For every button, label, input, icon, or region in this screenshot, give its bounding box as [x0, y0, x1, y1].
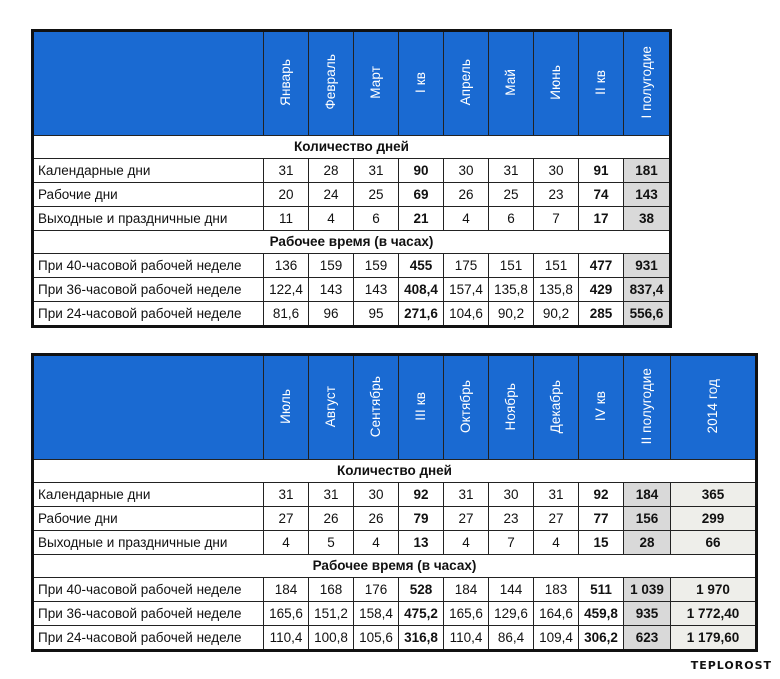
table-cell: 31	[264, 483, 309, 507]
table-cell: 477	[579, 254, 624, 278]
table-cell: 4	[444, 531, 489, 555]
table-cell: 30	[534, 159, 579, 183]
table-cell: 1 970	[671, 578, 757, 602]
table-cell: 168	[309, 578, 354, 602]
table-cell: 77	[579, 507, 624, 531]
table-cell: 475,2	[399, 602, 444, 626]
column-header	[399, 355, 444, 460]
table-cell: 935	[624, 602, 671, 626]
table-cell: 316,8	[399, 626, 444, 651]
table-cell: 27	[264, 507, 309, 531]
column-header	[624, 355, 671, 460]
table-cell: 21	[399, 207, 444, 231]
table-cell: 459,8	[579, 602, 624, 626]
table-cell: 299	[671, 507, 757, 531]
table-cell: 86,4	[489, 626, 534, 651]
table-cell: 15	[579, 531, 624, 555]
table-cell: 26	[354, 507, 399, 531]
column-header	[309, 31, 354, 136]
table-cell: 158,4	[354, 602, 399, 626]
table-cell: 95	[354, 302, 399, 327]
table-cell: 23	[534, 183, 579, 207]
row-label: Календарные дни	[33, 159, 264, 183]
table-cell: 31	[354, 159, 399, 183]
table-cell: 20	[264, 183, 309, 207]
table-cell: 306,2	[579, 626, 624, 651]
table-row	[33, 254, 671, 278]
column-header-label: I полугодие	[638, 45, 654, 119]
column-header-label: Март	[368, 65, 384, 99]
table-cell: 92	[399, 483, 444, 507]
table-cell: 74	[579, 183, 624, 207]
table-cell: 69	[399, 183, 444, 207]
table-cell: 31	[534, 483, 579, 507]
column-header-label: Февраль	[323, 54, 339, 111]
table-cell: 31	[489, 159, 534, 183]
column-header-label: Июль	[278, 388, 294, 424]
table-cell: 23	[489, 507, 534, 531]
table-cell: 429	[579, 278, 624, 302]
column-header	[671, 355, 757, 460]
table-cell: 7	[534, 207, 579, 231]
column-header-label: Январь	[278, 58, 294, 106]
column-header-label: Май	[503, 68, 519, 96]
table-cell: 1 179,60	[671, 626, 757, 651]
column-header-label: Апрель	[458, 59, 474, 106]
table-cell: 144	[489, 578, 534, 602]
table-cell: 81,6	[264, 302, 309, 327]
table-cell: 528	[399, 578, 444, 602]
table-row	[33, 207, 671, 231]
table-cell: 30	[489, 483, 534, 507]
table-row	[33, 531, 757, 555]
table-cell: 143	[354, 278, 399, 302]
row-label: При 40-часовой рабочей неделе	[33, 578, 264, 602]
table-cell: 26	[309, 507, 354, 531]
table-cell: 90	[399, 159, 444, 183]
table-cell: 26	[444, 183, 489, 207]
table-cell: 5	[309, 531, 354, 555]
row-label: При 36-часовой рабочей неделе	[33, 602, 264, 626]
column-header-label: Август	[323, 385, 339, 427]
calendar-table-h2	[31, 353, 758, 652]
table-row	[33, 507, 757, 531]
column-header-label: Октябрь	[458, 379, 474, 433]
table-row	[33, 302, 671, 327]
table-cell: 365	[671, 483, 757, 507]
table-cell: 151	[489, 254, 534, 278]
table-row	[33, 278, 671, 302]
table-cell: 184	[624, 483, 671, 507]
row-label: При 24-часовой рабочей неделе	[33, 302, 264, 327]
column-header	[489, 31, 534, 136]
column-header-label: Сентябрь	[368, 375, 384, 437]
row-label: Рабочие дни	[33, 507, 264, 531]
row-label: Выходные и праздничные дни	[33, 531, 264, 555]
table-cell: 79	[399, 507, 444, 531]
table-row	[33, 483, 757, 507]
column-header-label: 2014 год	[705, 379, 721, 434]
table-cell: 129,6	[489, 602, 534, 626]
column-header	[354, 31, 399, 136]
column-header-label: Июнь	[548, 64, 564, 100]
table-cell: 100,8	[309, 626, 354, 651]
table-cell: 159	[354, 254, 399, 278]
table-cell: 165,6	[264, 602, 309, 626]
table-cell: 13	[399, 531, 444, 555]
column-header	[579, 355, 624, 460]
table-cell: 110,4	[444, 626, 489, 651]
column-header	[489, 355, 534, 460]
table-cell: 30	[354, 483, 399, 507]
row-label: При 24-часовой рабочей неделе	[33, 626, 264, 651]
column-header	[534, 355, 579, 460]
table-cell: 31	[264, 159, 309, 183]
column-header-label: III кв	[413, 391, 429, 421]
column-header-label: II полугодие	[639, 368, 655, 445]
table-cell: 4	[444, 207, 489, 231]
table-cell: 27	[534, 507, 579, 531]
table-cell: 455	[399, 254, 444, 278]
table-cell: 1 772,40	[671, 602, 757, 626]
column-header	[309, 355, 354, 460]
column-header	[579, 31, 624, 136]
table-cell: 96	[309, 302, 354, 327]
column-header	[444, 355, 489, 460]
table-cell: 90,2	[534, 302, 579, 327]
table-cell: 143	[624, 183, 671, 207]
table-cell: 1 039	[624, 578, 671, 602]
table-cell: 271,6	[399, 302, 444, 327]
table-cell: 28	[624, 531, 671, 555]
column-header-label: Ноябрь	[503, 382, 519, 430]
section-heading-hours: Рабочее время (в часах)	[33, 231, 671, 254]
table-cell: 165,6	[444, 602, 489, 626]
table-cell: 28	[309, 159, 354, 183]
table-cell: 176	[354, 578, 399, 602]
watermark-logo: TEPLOROST	[690, 659, 772, 672]
table-cell: 511	[579, 578, 624, 602]
table-cell: 90,2	[489, 302, 534, 327]
table-cell: 623	[624, 626, 671, 651]
table-cell: 104,6	[444, 302, 489, 327]
table-cell: 181	[624, 159, 671, 183]
table-cell: 105,6	[354, 626, 399, 651]
table-cell: 135,8	[489, 278, 534, 302]
table-cell: 4	[264, 531, 309, 555]
row-label: Выходные и праздничные дни	[33, 207, 264, 231]
table-cell: 156	[624, 507, 671, 531]
table-row	[33, 602, 757, 626]
column-header	[444, 31, 489, 136]
table-cell: 556,6	[624, 302, 671, 327]
table-cell: 164,6	[534, 602, 579, 626]
column-header-label: Декабрь	[548, 379, 564, 433]
table-cell: 4	[354, 531, 399, 555]
calendar-table-h1	[31, 29, 672, 328]
column-header	[354, 355, 399, 460]
table-cell: 7	[489, 531, 534, 555]
header-corner	[33, 355, 264, 460]
table-row	[33, 578, 757, 602]
table-cell: 122,4	[264, 278, 309, 302]
column-header	[264, 355, 309, 460]
table-cell: 4	[309, 207, 354, 231]
row-label: Календарные дни	[33, 483, 264, 507]
column-header-label: I кв	[413, 71, 429, 93]
table-cell: 136	[264, 254, 309, 278]
table-cell: 27	[444, 507, 489, 531]
table-cell: 159	[309, 254, 354, 278]
column-header-label: II кв	[593, 69, 609, 95]
table-cell: 110,4	[264, 626, 309, 651]
column-header	[399, 31, 444, 136]
column-header	[264, 31, 309, 136]
table-cell: 11	[264, 207, 309, 231]
table-cell: 24	[309, 183, 354, 207]
table-cell: 25	[354, 183, 399, 207]
table-cell: 135,8	[534, 278, 579, 302]
table-cell: 6	[354, 207, 399, 231]
table-cell: 92	[579, 483, 624, 507]
table-row	[33, 159, 671, 183]
section-heading-days: Количество дней	[33, 136, 671, 159]
row-label: При 40-часовой рабочей неделе	[33, 254, 264, 278]
table-cell: 184	[264, 578, 309, 602]
table-cell: 91	[579, 159, 624, 183]
table-row	[33, 183, 671, 207]
column-header	[624, 31, 671, 136]
row-label: При 36-часовой рабочей неделе	[33, 278, 264, 302]
table-cell: 837,4	[624, 278, 671, 302]
table-cell: 157,4	[444, 278, 489, 302]
section-heading-hours: Рабочее время (в часах)	[33, 555, 757, 578]
table-cell: 143	[309, 278, 354, 302]
table-cell: 109,4	[534, 626, 579, 651]
table-cell: 38	[624, 207, 671, 231]
table-cell: 25	[489, 183, 534, 207]
table-cell: 285	[579, 302, 624, 327]
table-cell: 31	[444, 483, 489, 507]
table-cell: 6	[489, 207, 534, 231]
column-header	[534, 31, 579, 136]
table-row	[33, 626, 757, 651]
table-cell: 183	[534, 578, 579, 602]
row-label: Рабочие дни	[33, 183, 264, 207]
table-cell: 30	[444, 159, 489, 183]
section-heading-days: Количество дней	[33, 460, 757, 483]
table-cell: 151	[534, 254, 579, 278]
header-corner	[33, 31, 264, 136]
column-header-label: IV кв	[593, 391, 609, 422]
table-cell: 151,2	[309, 602, 354, 626]
table-cell: 4	[534, 531, 579, 555]
table-cell: 17	[579, 207, 624, 231]
table-cell: 31	[309, 483, 354, 507]
table-cell: 931	[624, 254, 671, 278]
table-cell: 184	[444, 578, 489, 602]
table-cell: 408,4	[399, 278, 444, 302]
table-cell: 66	[671, 531, 757, 555]
table-cell: 175	[444, 254, 489, 278]
